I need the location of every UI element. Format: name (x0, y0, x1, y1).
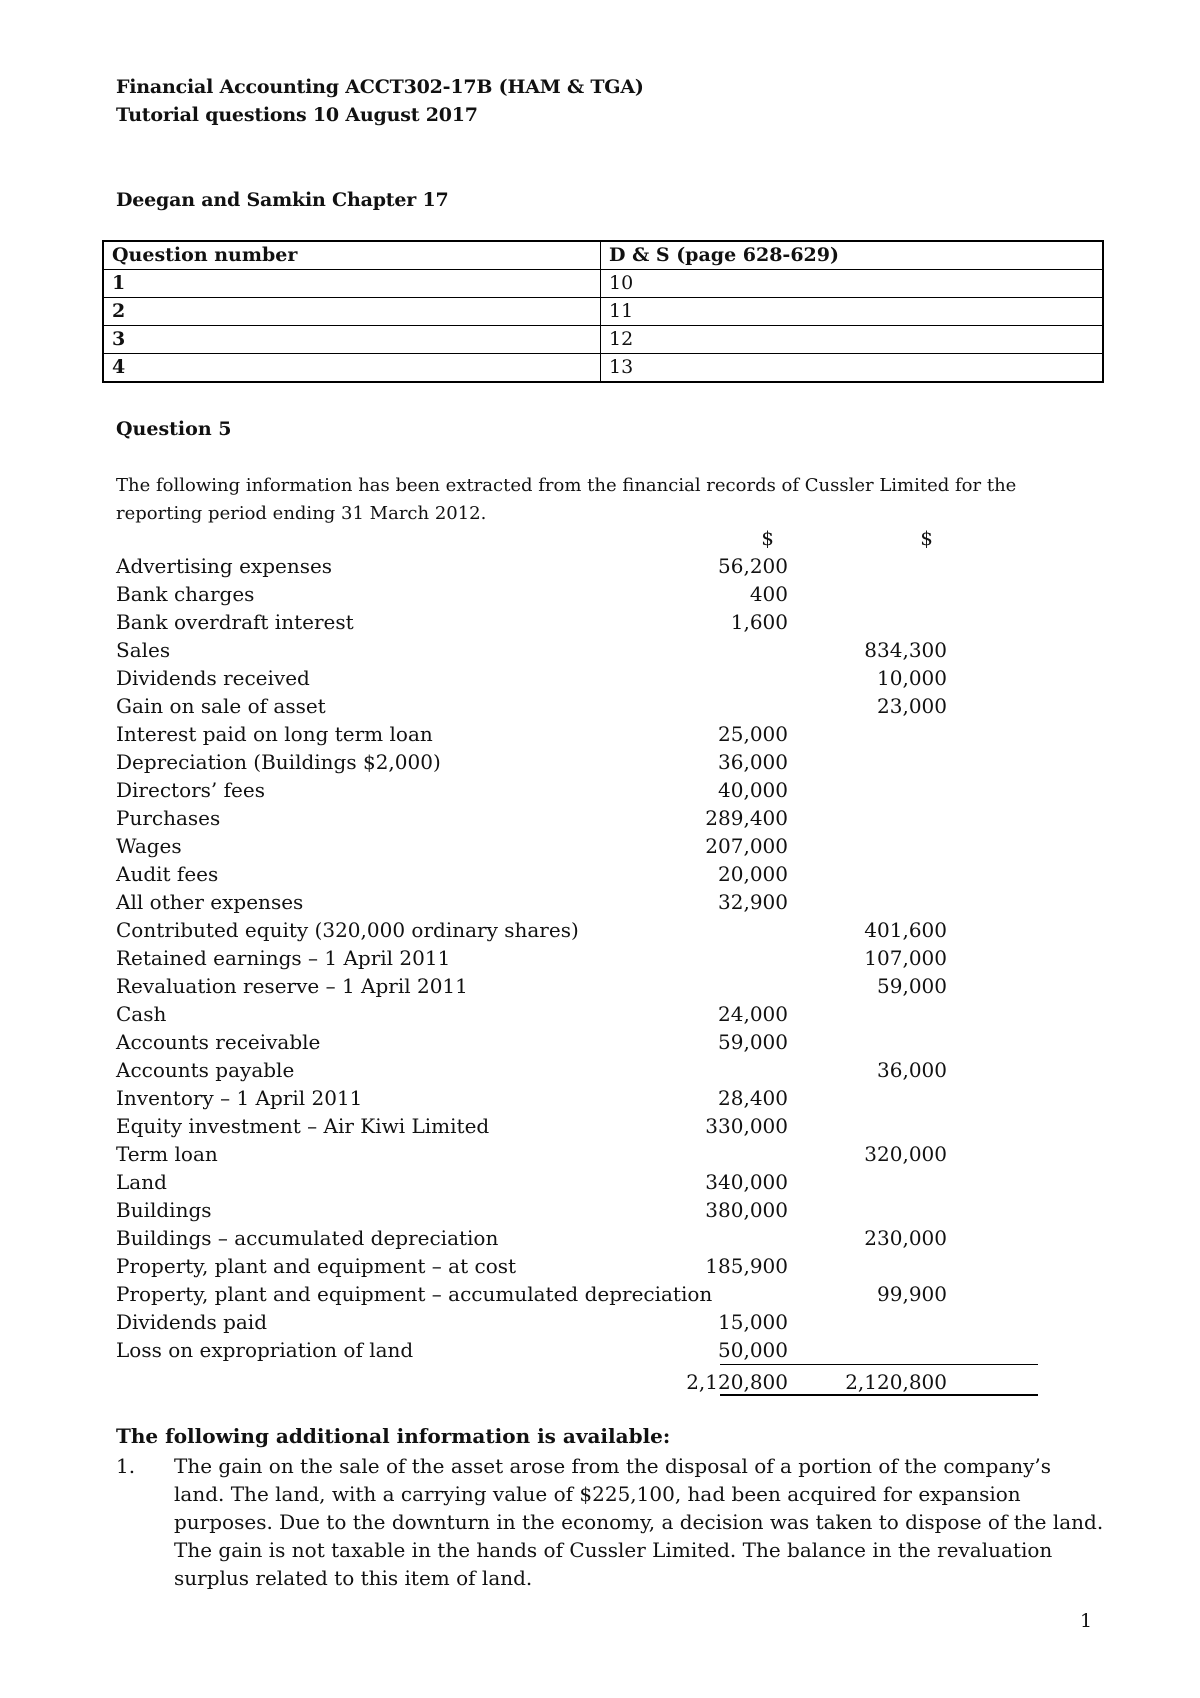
ledger-row (116, 1028, 1036, 1056)
table-header-cell: D & S (page 628-629) (601, 241, 1104, 270)
ledger-row (116, 804, 1036, 832)
table-cell: 2 (103, 298, 601, 326)
ledger-row (116, 636, 1036, 664)
ledger-account-label: Buildings – accumulated depreciation (116, 1226, 499, 1250)
ledger-row (116, 1056, 1036, 1084)
ledger-account-label: Loss on expropriation of land (116, 1338, 414, 1362)
ledger-credit-value: 36,000 (877, 1058, 947, 1082)
table-cell: 4 (103, 354, 601, 383)
ledger-credit-value: 99,900 (877, 1282, 947, 1306)
page-number: 1 (1080, 1610, 1093, 1632)
question-table (102, 240, 1104, 383)
ledger-debit-value: 20,000 (718, 862, 788, 886)
ledger-account-label: Retained earnings – 1 April 2011 (116, 946, 451, 970)
ledger-credit-value: 59,000 (877, 974, 947, 998)
ledger-row (116, 832, 1036, 860)
chapter-heading: Deegan and Samkin Chapter 17 (116, 189, 449, 211)
ledger-row (116, 552, 1036, 580)
ledger-account-label: Contributed equity (320,000 ordinary shares) (116, 918, 579, 942)
document-subtitle: Tutorial questions 10 August 2017 (116, 104, 478, 126)
ledger-credit-value: 10,000 (877, 666, 947, 690)
ledger-account-label: Inventory – 1 April 2011 (116, 1086, 363, 1110)
ledger-account-label: Bank charges (116, 582, 255, 606)
table-row (103, 354, 1103, 383)
table-cell: 1 (103, 270, 601, 298)
ledger-account-label: Interest paid on long term loan (116, 722, 433, 746)
ledger-account-label: All other expenses (116, 890, 304, 914)
ledger-row (116, 1112, 1036, 1140)
table-header-row (103, 241, 1103, 270)
document-title: Financial Accounting ACCT302-17B (HAM & TGA) (116, 76, 644, 98)
item-text: The gain on the sale of the asset arose from the disposal of a portion of the company’s land. The land, with a carrying value of $225,100, had been acquired for expansion purposes. Due to the downturn in the economy, a decision was taken to dispose of the land. The gain is not taxable in the hands of Cussler Limited. The balance in the revaluation surplus related to this item of land. (174, 1454, 1104, 1590)
ledger-row (116, 608, 1036, 636)
total-top-rule (720, 1364, 1038, 1365)
ledger-account-label: Wages (116, 834, 182, 858)
total-bottom-rule (720, 1394, 1038, 1396)
ledger-row (116, 692, 1036, 720)
ledger-row (116, 944, 1036, 972)
credit-column-header: $ (920, 526, 933, 550)
item-number: 1. (116, 1454, 136, 1478)
ledger-row (116, 888, 1036, 916)
ledger-row (116, 972, 1036, 1000)
ledger-credit-value: 107,000 (864, 946, 947, 970)
ledger-row (116, 1280, 1036, 1308)
ledger-row (116, 1084, 1036, 1112)
ledger-debit-value: 24,000 (718, 1002, 788, 1026)
ledger-account-label: Cash (116, 1002, 167, 1026)
ledger-row (116, 860, 1036, 888)
ledger-debit-value: 25,000 (718, 722, 788, 746)
ledger-row (116, 720, 1036, 748)
trial-balance (116, 524, 1036, 1396)
ledger-row (116, 1168, 1036, 1196)
ledger-column-headers (116, 524, 1036, 552)
ledger-credit-value: 230,000 (864, 1226, 947, 1250)
ledger-debit-value: 56,200 (718, 554, 788, 578)
ledger-account-label: Accounts payable (116, 1058, 295, 1082)
ledger-account-label: Depreciation (Buildings $2,000) (116, 750, 441, 774)
table-cell: 12 (601, 326, 1104, 354)
debit-total: 2,120,800 (686, 1370, 788, 1394)
ledger-account-label: Land (116, 1170, 167, 1194)
table-cell: 10 (601, 270, 1104, 298)
ledger-account-label: Term loan (116, 1142, 218, 1166)
ledger-account-label: Dividends received (116, 666, 310, 690)
ledger-row (116, 1336, 1036, 1364)
ledger-account-label: Purchases (116, 806, 221, 830)
ledger-account-label: Revaluation reserve – 1 April 2011 (116, 974, 468, 998)
ledger-debit-value: 400 (749, 582, 788, 606)
ledger-account-label: Dividends paid (116, 1310, 267, 1334)
ledger-row (116, 916, 1036, 944)
ledger-debit-value: 207,000 (705, 834, 788, 858)
ledger-account-label: Advertising expenses (116, 554, 333, 578)
ledger-credit-value: 834,300 (864, 638, 947, 662)
ledger-credit-value: 401,600 (864, 918, 947, 942)
ledger-row (116, 1224, 1036, 1252)
ledger-debit-value: 15,000 (718, 1310, 788, 1334)
ledger-account-label: Equity investment – Air Kiwi Limited (116, 1114, 490, 1138)
ledger-debit-value: 330,000 (705, 1114, 788, 1138)
ledger-rows (116, 552, 1036, 1364)
ledger-row (116, 1252, 1036, 1280)
ledger-row (116, 664, 1036, 692)
ledger-debit-value: 32,900 (718, 890, 788, 914)
table-cell: 11 (601, 298, 1104, 326)
ledger-row (116, 1000, 1036, 1028)
ledger-debit-value: 289,400 (705, 806, 788, 830)
table-row (103, 270, 1103, 298)
ledger-row (116, 748, 1036, 776)
ledger-debit-value: 36,000 (718, 750, 788, 774)
ledger-account-label: Sales (116, 638, 171, 662)
ledger-row (116, 1196, 1036, 1224)
ledger-account-label: Buildings (116, 1198, 212, 1222)
ledger-debit-value: 380,000 (705, 1198, 788, 1222)
ledger-debit-value: 59,000 (718, 1030, 788, 1054)
table-cell: 13 (601, 354, 1104, 383)
ledger-debit-value: 185,900 (705, 1254, 788, 1278)
ledger-account-label: Audit fees (116, 862, 219, 886)
debit-column-header: $ (761, 526, 774, 550)
question-5-heading: Question 5 (116, 418, 232, 440)
ledger-row (116, 1140, 1036, 1168)
ledger-debit-value: 28,400 (718, 1086, 788, 1110)
ledger-total-row (116, 1368, 1036, 1396)
credit-total: 2,120,800 (845, 1370, 947, 1394)
ledger-account-label: Directors’ fees (116, 778, 265, 802)
table-row (103, 298, 1103, 326)
ledger-account-label: Property, plant and equipment – accumulated depreciation (116, 1282, 713, 1306)
ledger-debit-value: 50,000 (718, 1338, 788, 1362)
ledger-row (116, 580, 1036, 608)
ledger-credit-value: 320,000 (864, 1142, 947, 1166)
ledger-account-label: Gain on sale of asset (116, 694, 326, 718)
additional-info-heading: The following additional information is available: (116, 1424, 671, 1448)
table-header-cell: Question number (103, 241, 601, 270)
ledger-row (116, 1308, 1036, 1336)
ledger-debit-value: 40,000 (718, 778, 788, 802)
ledger-account-label: Accounts receivable (116, 1030, 321, 1054)
ledger-account-label: Bank overdraft interest (116, 610, 354, 634)
ledger-row (116, 776, 1036, 804)
table-row (103, 326, 1103, 354)
ledger-credit-value: 23,000 (877, 694, 947, 718)
question-5-intro: The following information has been extracted from the financial records of Cussler Limited for the reporting period ending 31 March 2012. (116, 475, 1017, 524)
ledger-debit-value: 340,000 (705, 1170, 788, 1194)
table-cell: 3 (103, 326, 601, 354)
ledger-account-label: Property, plant and equipment – at cost (116, 1254, 517, 1278)
ledger-debit-value: 1,600 (730, 610, 788, 634)
